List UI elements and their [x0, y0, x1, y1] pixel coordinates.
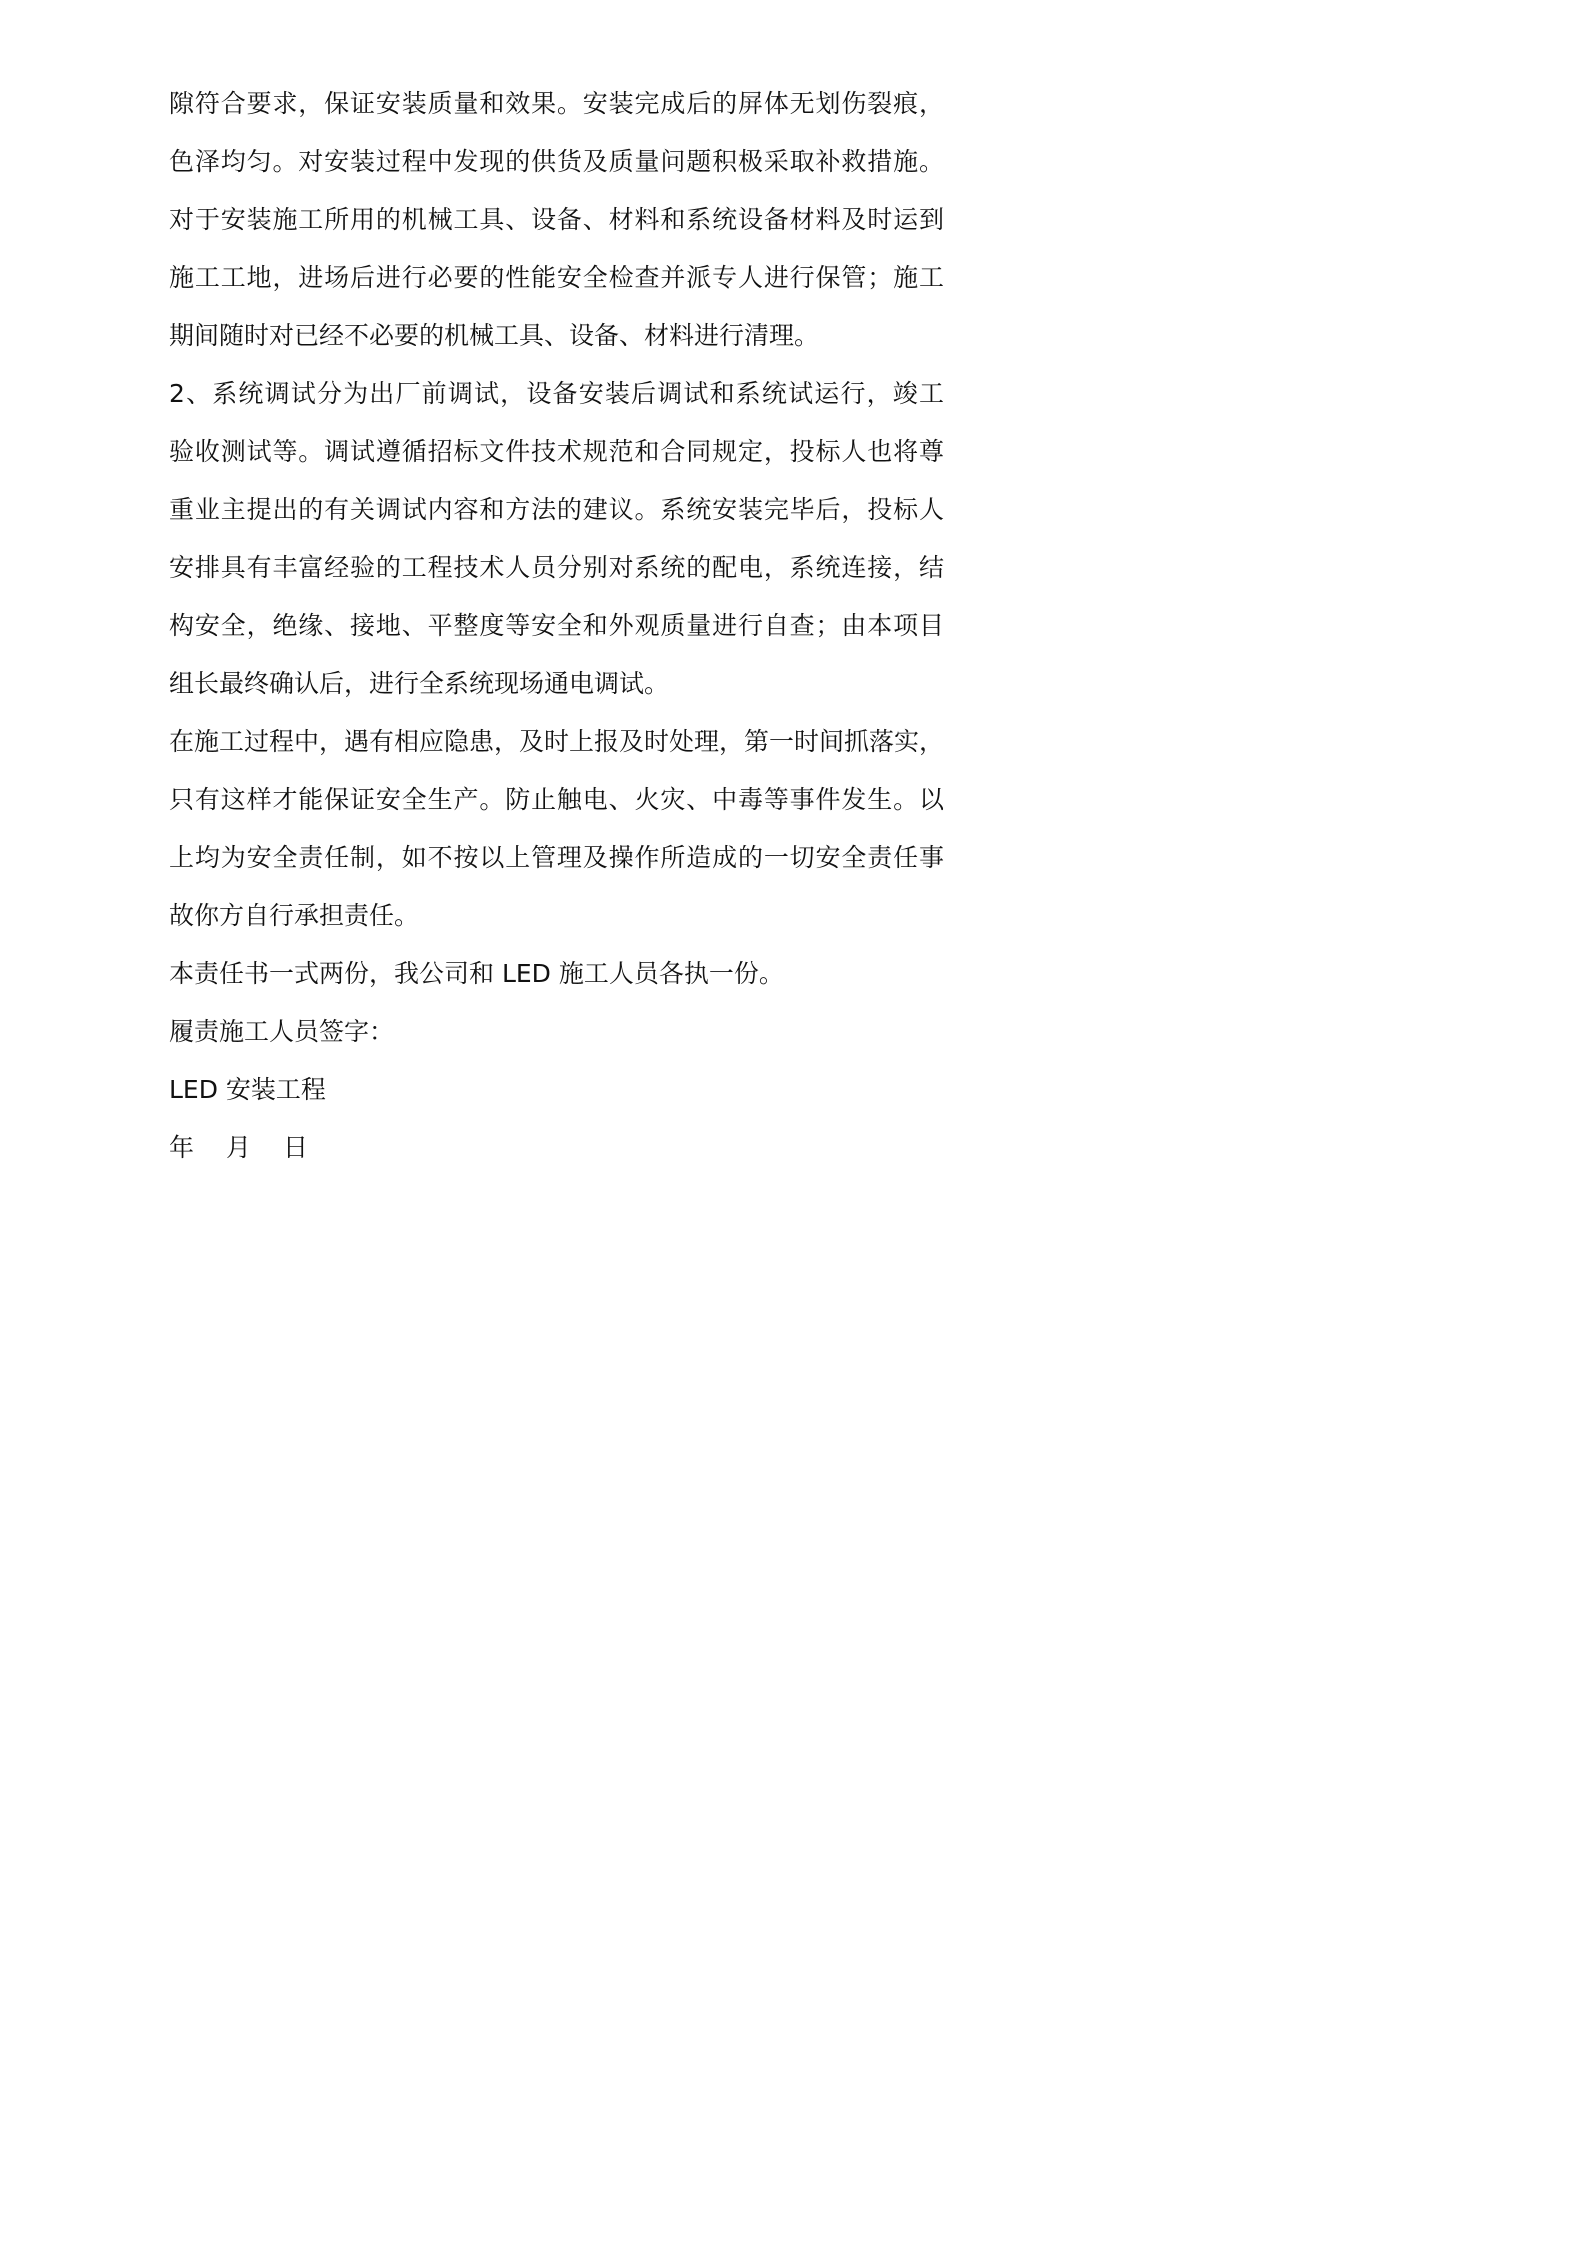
- date-month-label: 月: [226, 1133, 252, 1162]
- text-line: 对于安装施工所用的机械工具、设备、材料和系统设备材料及时运到: [169, 205, 944, 234]
- text-line: 上均为安全责任制，如不按以上管理及操作所造成的一切安全责任事: [169, 843, 944, 872]
- text-line: 色泽均匀。对安装过程中发现的供货及质量问题积极采取补救措施。: [169, 147, 944, 176]
- text-line: 验收测试等。调试遵循招标文件技术规范和合同规定，投标人也将尊: [169, 437, 944, 466]
- text-line: 重业主提出的有关调试内容和方法的建议。系统安装完毕后，投标人: [169, 495, 944, 524]
- document-body: [169, 75, 944, 1177]
- text-line: 构安全，绝缘、接地、平整度等安全和外观质量进行自查；由本项目: [169, 611, 944, 640]
- text-line: 在施工过程中，遇有相应隐患，及时上报及时处理，第一时间抓落实，: [169, 727, 945, 756]
- text-line: 只有这样才能保证安全生产。防止触电、火灾、中毒等事件发生。以: [169, 785, 944, 814]
- text-line: 2、系统调试分为出厂前调试，设备安装后调试和系统试运行，竣工: [169, 379, 944, 408]
- date-line: [169, 1119, 944, 1177]
- date-year-label: 年: [169, 1133, 195, 1162]
- text-line: 组长最终确认后，进行全系统现场通电调试。: [169, 669, 670, 698]
- date-day-label: 日: [283, 1133, 309, 1162]
- text-line: 期间随时对已经不必要的机械工具、设备、材料进行清理。: [169, 321, 820, 350]
- document-page: [0, 0, 1103, 1561]
- text-line: 隙符合要求，保证安装质量和效果。安装完成后的屏体无划伤裂痕，: [169, 89, 944, 118]
- text-line: 施工工地，进场后进行必要的性能安全检查并派专人进行保管；施工: [169, 263, 944, 292]
- text-line: 本责任书一式两份，我公司和 LED 施工人员各执一份。: [169, 959, 784, 988]
- text-line: 故你方自行承担责任。: [169, 901, 420, 930]
- project-name: LED 安装工程: [169, 1075, 326, 1104]
- signature-label: 履责施工人员签字：: [169, 1017, 395, 1046]
- text-line: 安排具有丰富经验的工程技术人员分别对系统的配电，系统连接，结: [169, 553, 944, 582]
